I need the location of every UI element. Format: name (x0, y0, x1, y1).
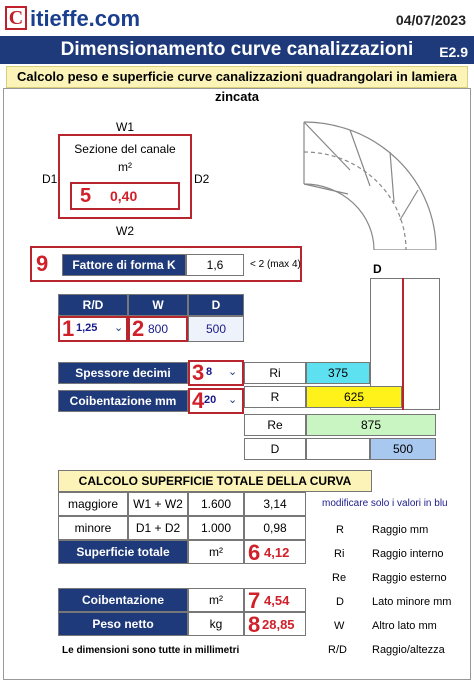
marker-2: 2 (132, 316, 145, 341)
ri-label: Ri (244, 362, 306, 384)
spessore-label: Spessore decimi (58, 362, 188, 384)
minore-value: 0,98 (244, 516, 306, 540)
maggiore-value: 3,14 (244, 492, 306, 516)
d1-label: D1 (42, 172, 58, 186)
legend-key-rd: R/D (328, 644, 347, 656)
d-header: D (188, 294, 244, 316)
form-factor-label: Fattore di forma K (62, 254, 186, 276)
maggiore-formula: W1 + W2 (128, 492, 188, 516)
rd-chevron-down-icon[interactable]: ⌄ (114, 322, 124, 334)
minore-mm: 1.000 (188, 516, 244, 540)
spessore-select[interactable]: 8 (206, 366, 213, 378)
d2-label: D2 (194, 172, 210, 186)
peso-netto-label: Peso netto (58, 612, 188, 636)
legend-note: modificare solo i valori in blu (322, 498, 448, 509)
coibentazione-select[interactable]: 20 (204, 394, 217, 406)
legend-val-ri: Raggio interno (372, 548, 444, 560)
maggiore-mm: 1.600 (188, 492, 244, 516)
brand-logo-icon: C (5, 6, 27, 30)
maggiore-label: maggiore (58, 492, 128, 516)
coibentazione-label: Coibentazione mm (58, 390, 188, 412)
w2-label: W2 (116, 224, 134, 238)
marker-6: 6 (248, 540, 261, 565)
superficie-totale-unit: m² (188, 540, 244, 564)
coibentazione-area-unit: m² (188, 588, 244, 612)
footnote: Le dimensioni sono tutte in millimetri (62, 645, 240, 656)
duct-curve-drawing (300, 90, 445, 250)
d-input[interactable]: 500 (188, 316, 244, 342)
legend-val-w: Altro lato mm (372, 620, 437, 632)
rd-select[interactable]: 1,25 (76, 322, 98, 334)
peso-netto-unit: kg (188, 612, 244, 636)
re-value: 875 (306, 414, 436, 436)
page-code: E2.9 (439, 44, 468, 60)
legend-val-r: Raggio mm (372, 524, 429, 536)
legend-key-ri: Ri (334, 548, 345, 560)
legend-key-w: W (334, 620, 345, 632)
marker-5: 5 (80, 185, 92, 207)
page-subtitle: Calcolo peso e superficie curve canalizzazioni quadrangolari in lamiera zincata (6, 66, 468, 88)
spessore-chevron-down-icon[interactable]: ⌄ (228, 366, 238, 378)
form-factor-value: 1,6 (186, 254, 244, 276)
date-label: 04/07/2023 (395, 12, 466, 28)
d-spacer (306, 438, 370, 460)
re-label: Re (244, 414, 306, 436)
d-label: D (244, 438, 306, 460)
w1-label: W1 (116, 120, 134, 134)
legend-key-d: D (336, 596, 344, 608)
legend-val-d: Lato minore mm (372, 596, 452, 608)
section-unit: m² (118, 160, 132, 174)
legend-val-rd: Raggio/altezza (372, 644, 445, 656)
d-top-label: D (373, 262, 382, 276)
r-value: 625 (306, 386, 402, 408)
brand-name: itieffe.com (30, 6, 141, 31)
legend-key-re: Re (332, 572, 347, 584)
rd-header: R/D (58, 294, 128, 316)
calc-title: CALCOLO SUPERFICIE TOTALE DELLA CURVA (58, 470, 372, 492)
minore-label: minore (58, 516, 128, 540)
minore-formula: D1 + D2 (128, 516, 188, 540)
marker-8: 8 (248, 612, 261, 637)
d-column-divider (402, 278, 404, 410)
marker-9: 9 (36, 251, 49, 276)
peso-netto-value: 28,85 (262, 617, 295, 632)
legend-key-r: R (336, 524, 344, 536)
form-factor-note: < 2 (max 4) (250, 259, 301, 270)
superficie-totale-value: 4,12 (264, 545, 290, 560)
section-area-value: 0,40 (110, 188, 138, 204)
r-label: R (244, 386, 306, 408)
marker-1: 1 (62, 316, 75, 341)
coibentazione-chevron-down-icon[interactable]: ⌄ (228, 394, 238, 406)
d-value: 500 (370, 438, 436, 460)
marker-3: 3 (192, 360, 205, 385)
w-input[interactable]: 800 (148, 322, 169, 336)
superficie-totale-label: Superficie totale (58, 540, 188, 564)
marker-7: 7 (248, 588, 261, 613)
w-header: W (128, 294, 188, 316)
section-title: Sezione del canale (74, 142, 176, 156)
ri-value: 375 (306, 362, 370, 384)
page-title: Dimensionamento curve canalizzazioni (60, 39, 414, 60)
marker-4: 4 (192, 388, 205, 413)
coibentazione-area-label: Coibentazione (58, 588, 188, 612)
legend-val-re: Raggio esterno (372, 572, 447, 584)
coibentazione-area-value: 4,54 (264, 593, 290, 608)
